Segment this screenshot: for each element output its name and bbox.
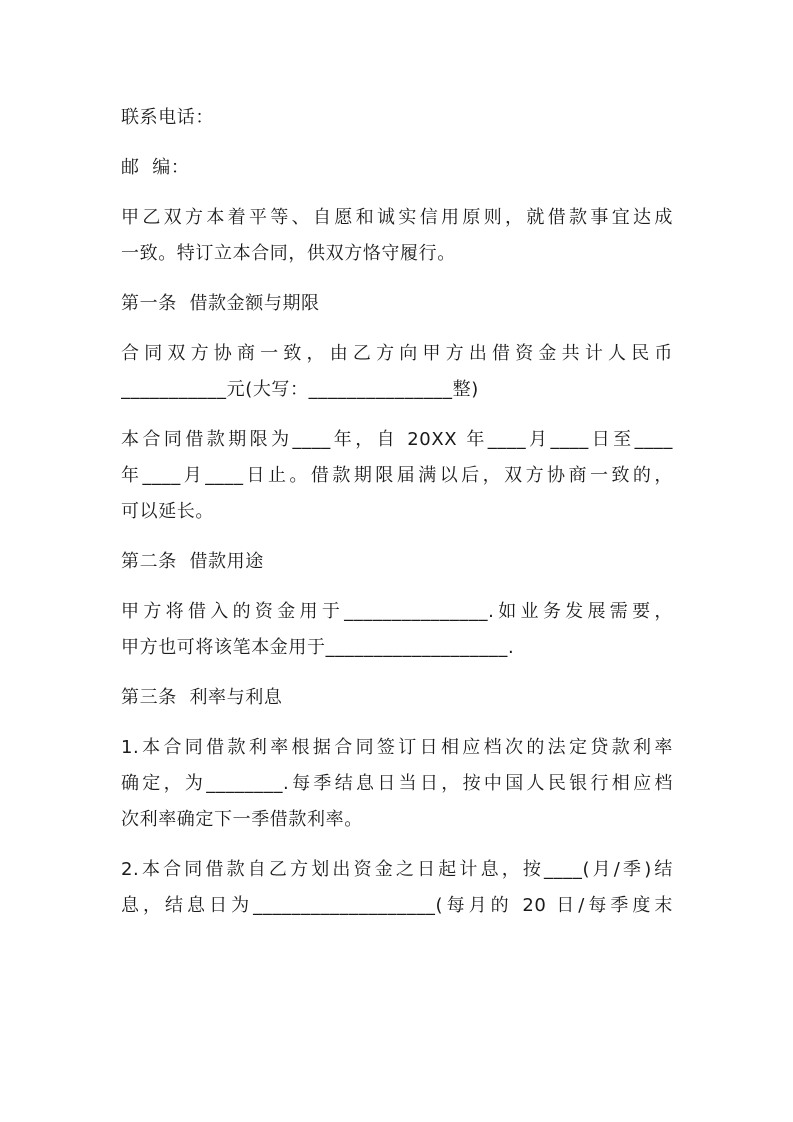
purpose-line: 甲方也可将该笔本金用于___________________. [121, 637, 515, 658]
contact-phone-label: 联系电话： [121, 107, 214, 128]
interest-line: 1.本合同借款利率根据合同签订日相应档次的法定贷款利率 [121, 737, 673, 758]
article1-term-paragraph [121, 422, 673, 530]
article1-amount-paragraph [121, 336, 673, 408]
article2-heading: 第二条 借款用途 [121, 551, 264, 572]
preamble-line: 一致。特订立本合同，供双方恪守履行。 [121, 243, 456, 264]
postcode-label: 邮 编： [121, 157, 190, 178]
article3-heading: 第三条 利率与利息 [121, 687, 283, 708]
article3-item2-paragraph [121, 852, 673, 924]
purpose-line: 甲方将借入的资金用于_______________.如业务发展需要， [121, 601, 673, 622]
interest-line: 息，结息日为___________________(每月的 20 日/每季度末 [121, 895, 673, 916]
term-line: 年____月____日止。借款期限届满以后，双方协商一致的， [121, 465, 673, 486]
term-line: 可以延长。 [121, 501, 214, 522]
article1-heading: 第一条 借款金额与期限 [121, 293, 320, 314]
article3-item1-paragraph [121, 730, 673, 838]
article2-purpose-paragraph [121, 594, 673, 666]
amount-line: 合同双方协商一致，由乙方向甲方出借资金共计人民币 [121, 343, 673, 364]
document-body [121, 100, 673, 924]
interest-line: 次利率确定下一季借款利率。 [121, 809, 363, 830]
preamble-line: 甲乙双方本着平等、自愿和诚实信用原则，就借款事宜达成 [121, 207, 673, 228]
interest-line: 2.本合同借款自乙方划出资金之日起计息，按____(月/季)结 [121, 859, 673, 880]
term-line: 本合同借款期限为____年，自 20XX 年____月____日至____ [121, 429, 673, 450]
preamble-paragraph [121, 200, 673, 272]
amount-line: ___________元(大写：_______________整) [121, 379, 479, 400]
interest-line: 确定，为________.每季结息日当日，按中国人民银行相应档 [121, 773, 673, 794]
